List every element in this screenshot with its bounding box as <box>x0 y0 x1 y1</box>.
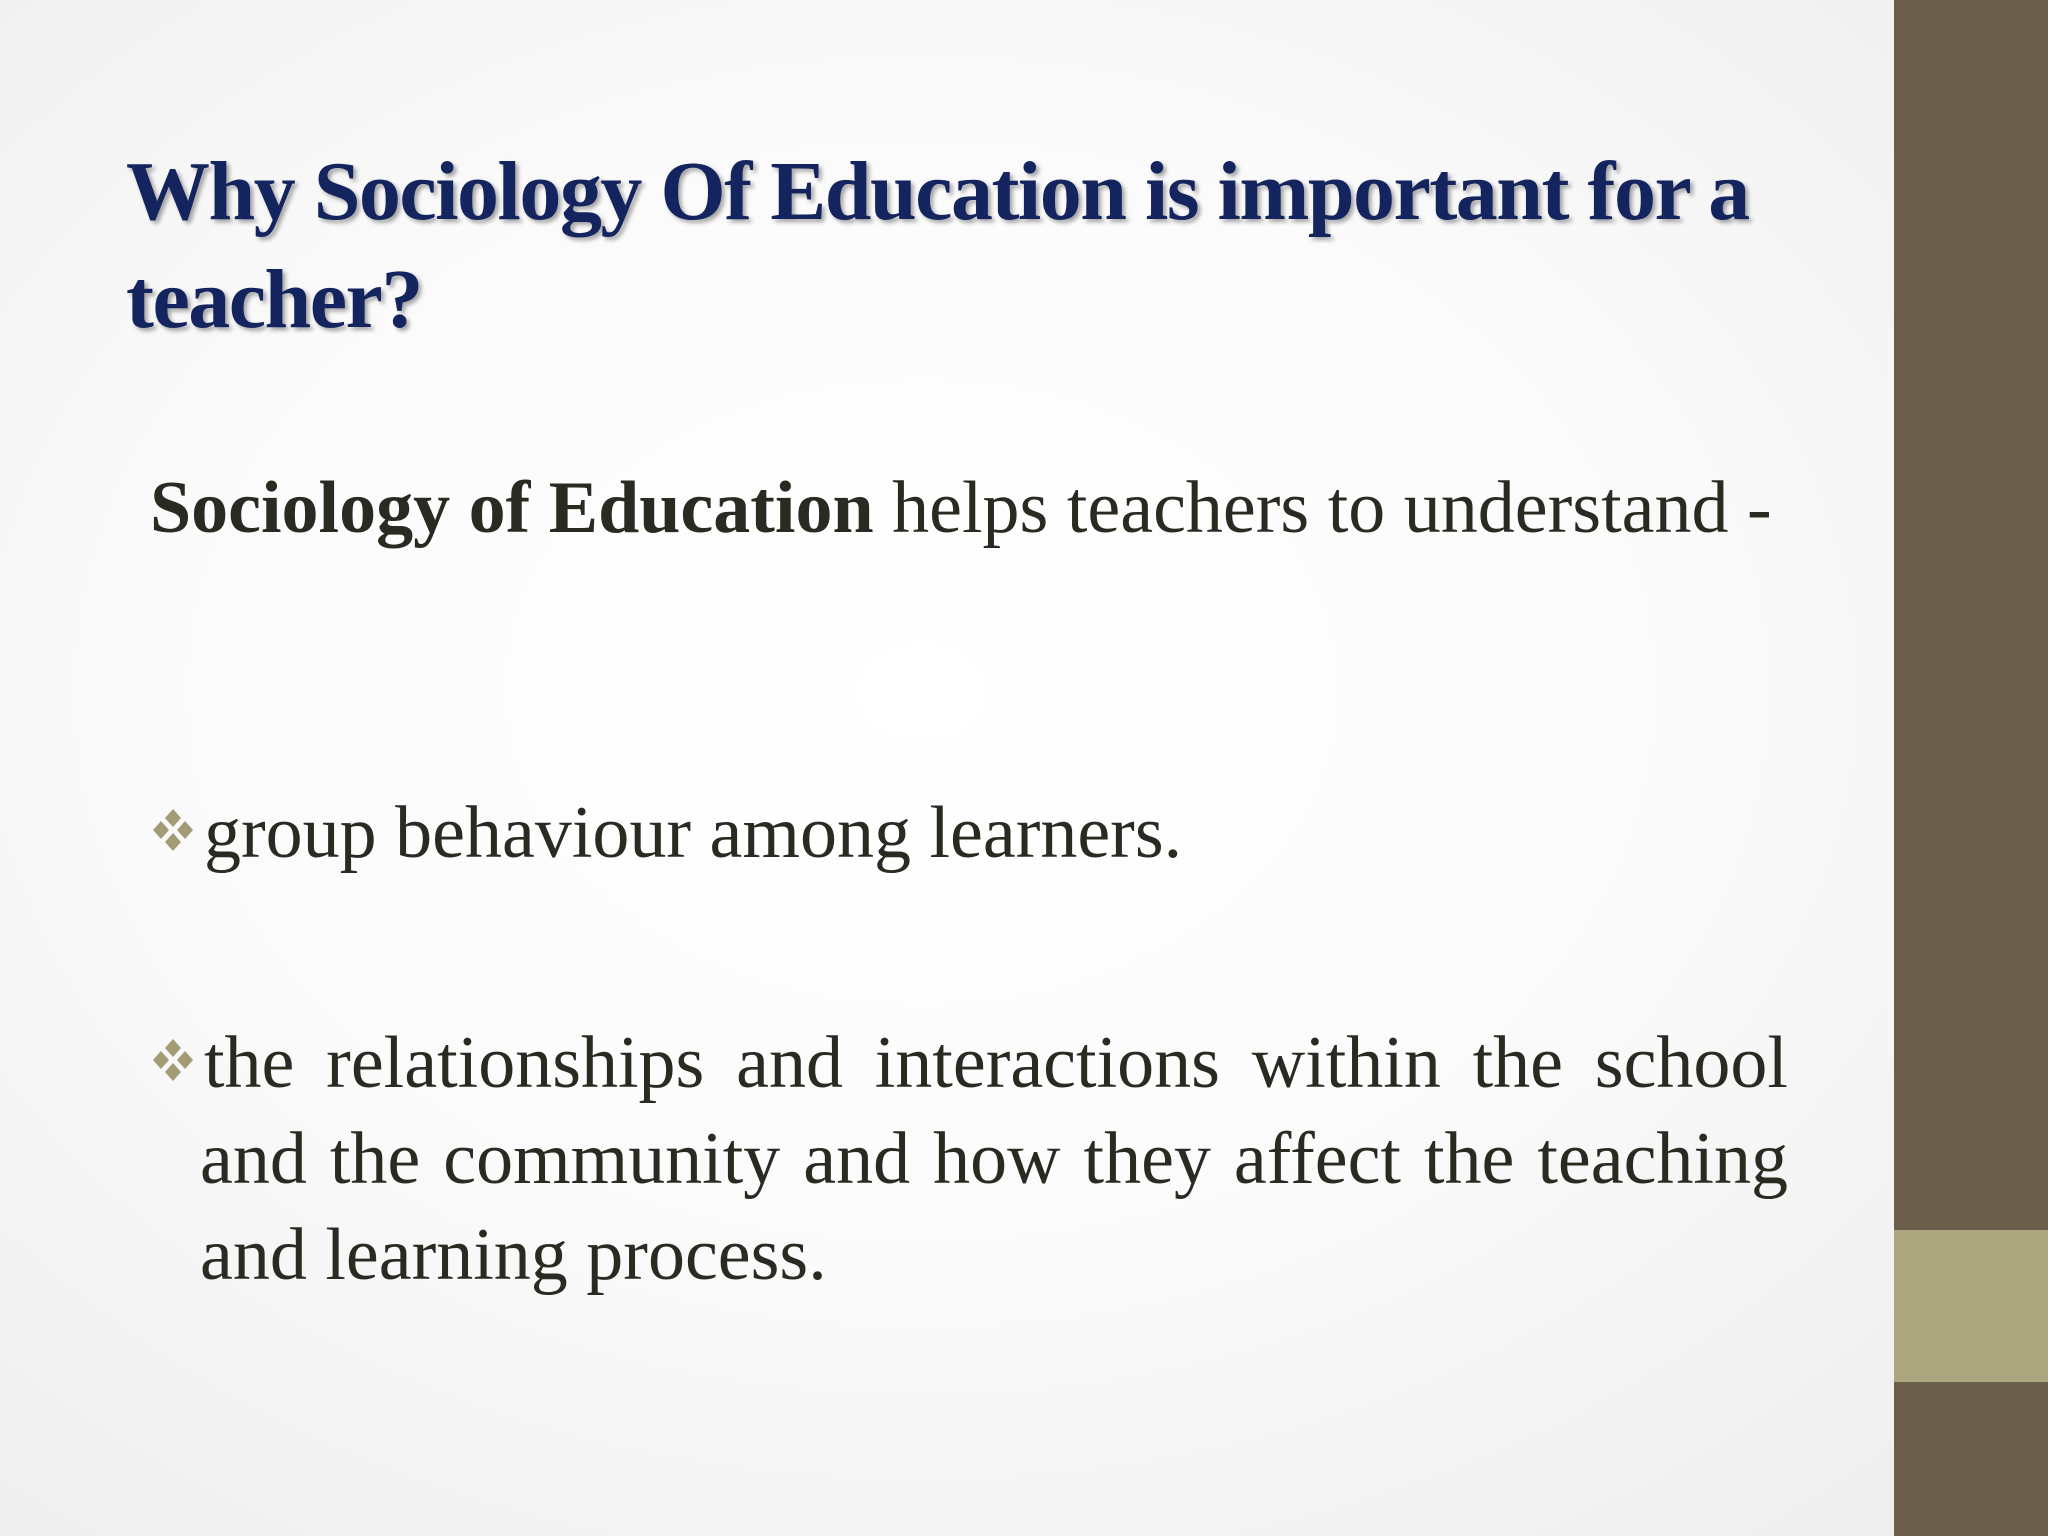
intro-paragraph <box>150 460 1788 556</box>
slide-title: Why Sociology Of Education is important for a teacher? <box>126 145 1749 346</box>
side-accent-block <box>1894 1230 2048 1382</box>
bullet-item <box>150 785 1788 881</box>
bullet-text: the relationships and interactions within the school and the community and how they affect the teaching and learning process. <box>200 1022 1788 1296</box>
intro-lead: Sociology of Education <box>150 467 874 549</box>
diamond-cluster-icon <box>150 807 196 853</box>
bullet-item <box>150 1015 1788 1303</box>
intro-rest: helps teachers to understand - <box>873 467 1772 549</box>
bullet-text: group behaviour among learners. <box>204 792 1183 874</box>
diamond-cluster-icon <box>150 1037 196 1083</box>
